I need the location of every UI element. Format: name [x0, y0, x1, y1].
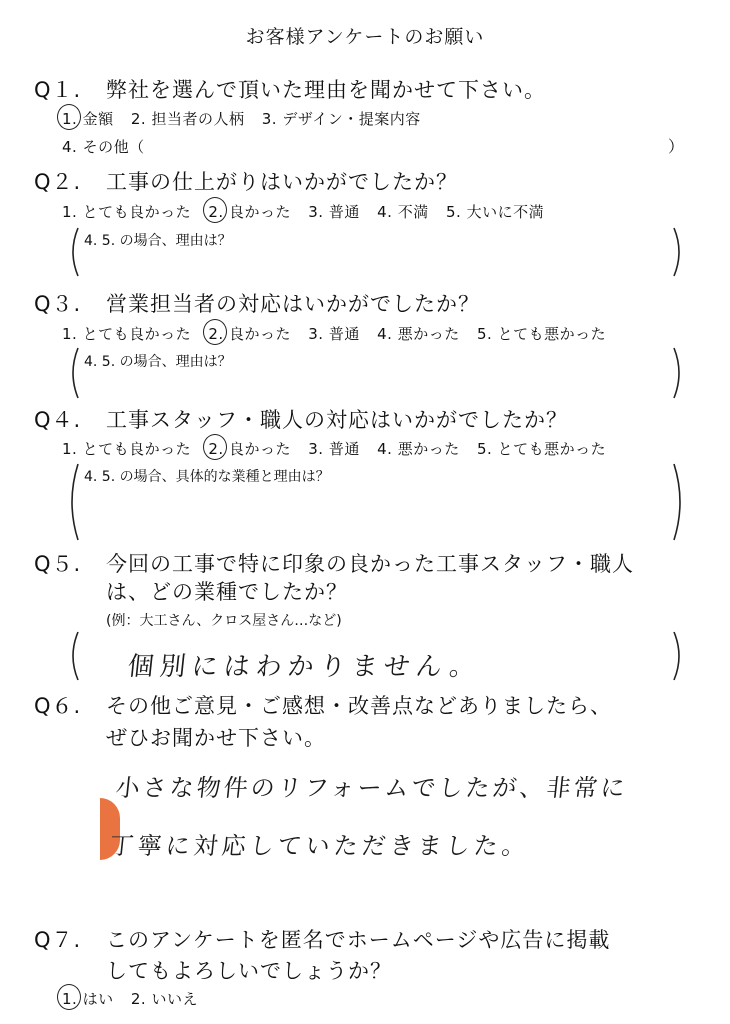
- question-text: 弊社を選んで頂いた理由を聞かせて下さい。: [106, 78, 546, 102]
- question-text: 工事スタッフ・職人の対応はいかがでしたか？: [106, 408, 568, 432]
- q7-option-1-selected[interactable]: 1. はい: [62, 990, 114, 1008]
- q4-reason-prompt: 4. 5. の場合、具体的な業種と理由は？: [84, 469, 330, 485]
- question-5-line-2: は、どの業種でしたか？: [106, 580, 348, 604]
- question-number: Q６.: [34, 694, 82, 718]
- question-2: [34, 166, 458, 196]
- question-number: Q１.: [34, 78, 82, 102]
- question-text: 工事の仕上がりはいかがでしたか？: [106, 170, 458, 194]
- question-6: [34, 690, 612, 720]
- question-1: [34, 74, 546, 104]
- question-text: 営業担当者の対応はいかがでしたか？: [106, 292, 480, 316]
- q3-option-4[interactable]: 4. 悪かった: [377, 325, 460, 343]
- q4-option-2-selected[interactable]: 2. 良かった: [208, 440, 291, 458]
- q4-option-1[interactable]: 1. とても良かった: [62, 440, 192, 458]
- q4-option-3[interactable]: 3. 普通: [308, 440, 360, 458]
- q1-option-2[interactable]: 2. 担当者の人柄: [130, 110, 245, 128]
- question-number: Q２.: [34, 170, 82, 194]
- question-6-line-2: ぜひお聞かせ下さい。: [106, 726, 326, 750]
- question-text: このアンケートを匿名でホームページや広告に掲載: [106, 928, 611, 952]
- question-number: Q３.: [34, 292, 82, 316]
- q2-options: [62, 201, 556, 222]
- q6-handwritten-answer-line-2: 丁寧に対応していただきました。: [108, 832, 532, 860]
- q2-option-3[interactable]: 3. 普通: [308, 203, 360, 221]
- q3-reason-prompt: 4. 5. の場合、理由は？: [84, 354, 232, 370]
- q3-option-3[interactable]: 3. 普通: [308, 325, 360, 343]
- question-7: [34, 924, 610, 954]
- q1-options: [62, 108, 433, 129]
- q2-option-2-selected[interactable]: 2. 良かった: [208, 203, 291, 221]
- q3-option-5[interactable]: 5. とても悪かった: [477, 325, 607, 343]
- q1-option-4-row: [62, 136, 157, 157]
- question-3: [34, 288, 480, 318]
- q2-reason-prompt: 4. 5. の場合、理由は？: [84, 233, 232, 249]
- question-number: Q５.: [34, 552, 82, 576]
- q1-option-3[interactable]: 3. デザイン・提案内容: [261, 110, 421, 128]
- q1-option-4[interactable]: 4. その他（: [62, 138, 145, 156]
- q3-option-2-selected[interactable]: 2. 良かった: [208, 325, 291, 343]
- q4-option-5[interactable]: 5. とても悪かった: [477, 440, 607, 458]
- q6-handwritten-answer-line-1: 小さな物件のリフォームでしたが、非常に: [114, 774, 630, 802]
- q5-example: (例：大工さん、クロス屋さん…など): [106, 613, 342, 629]
- q3-options: [62, 323, 618, 344]
- q7-options: [62, 988, 210, 1009]
- page-title: お客様アンケートのお願い: [245, 26, 485, 48]
- question-5: [34, 548, 634, 578]
- q3-option-1[interactable]: 1. とても良かった: [62, 325, 192, 343]
- q5-handwritten-answer: 個別にはわかりません。: [126, 652, 483, 682]
- q4-options: [62, 438, 618, 459]
- q1-option-4-close-paren: ）: [668, 137, 685, 156]
- question-text: 今回の工事で特に印象の良かった工事スタッフ・職人: [106, 552, 634, 576]
- question-4: [34, 404, 568, 434]
- question-number: Q４.: [34, 408, 82, 432]
- q2-option-4[interactable]: 4. 不満: [377, 203, 429, 221]
- q7-option-2[interactable]: 2. いいえ: [130, 990, 198, 1008]
- q1-option-1-selected[interactable]: 1. 金額: [62, 110, 114, 128]
- question-7-line-2: してもよろしいでしょうか？: [106, 959, 392, 983]
- q2-option-5[interactable]: 5. 大いに不満: [446, 203, 545, 221]
- question-number: Q７.: [34, 928, 82, 952]
- q2-option-1[interactable]: 1. とても良かった: [62, 203, 192, 221]
- question-text: その他ご意見・ご感想・改善点などありましたら、: [106, 694, 612, 718]
- q4-option-4[interactable]: 4. 悪かった: [377, 440, 460, 458]
